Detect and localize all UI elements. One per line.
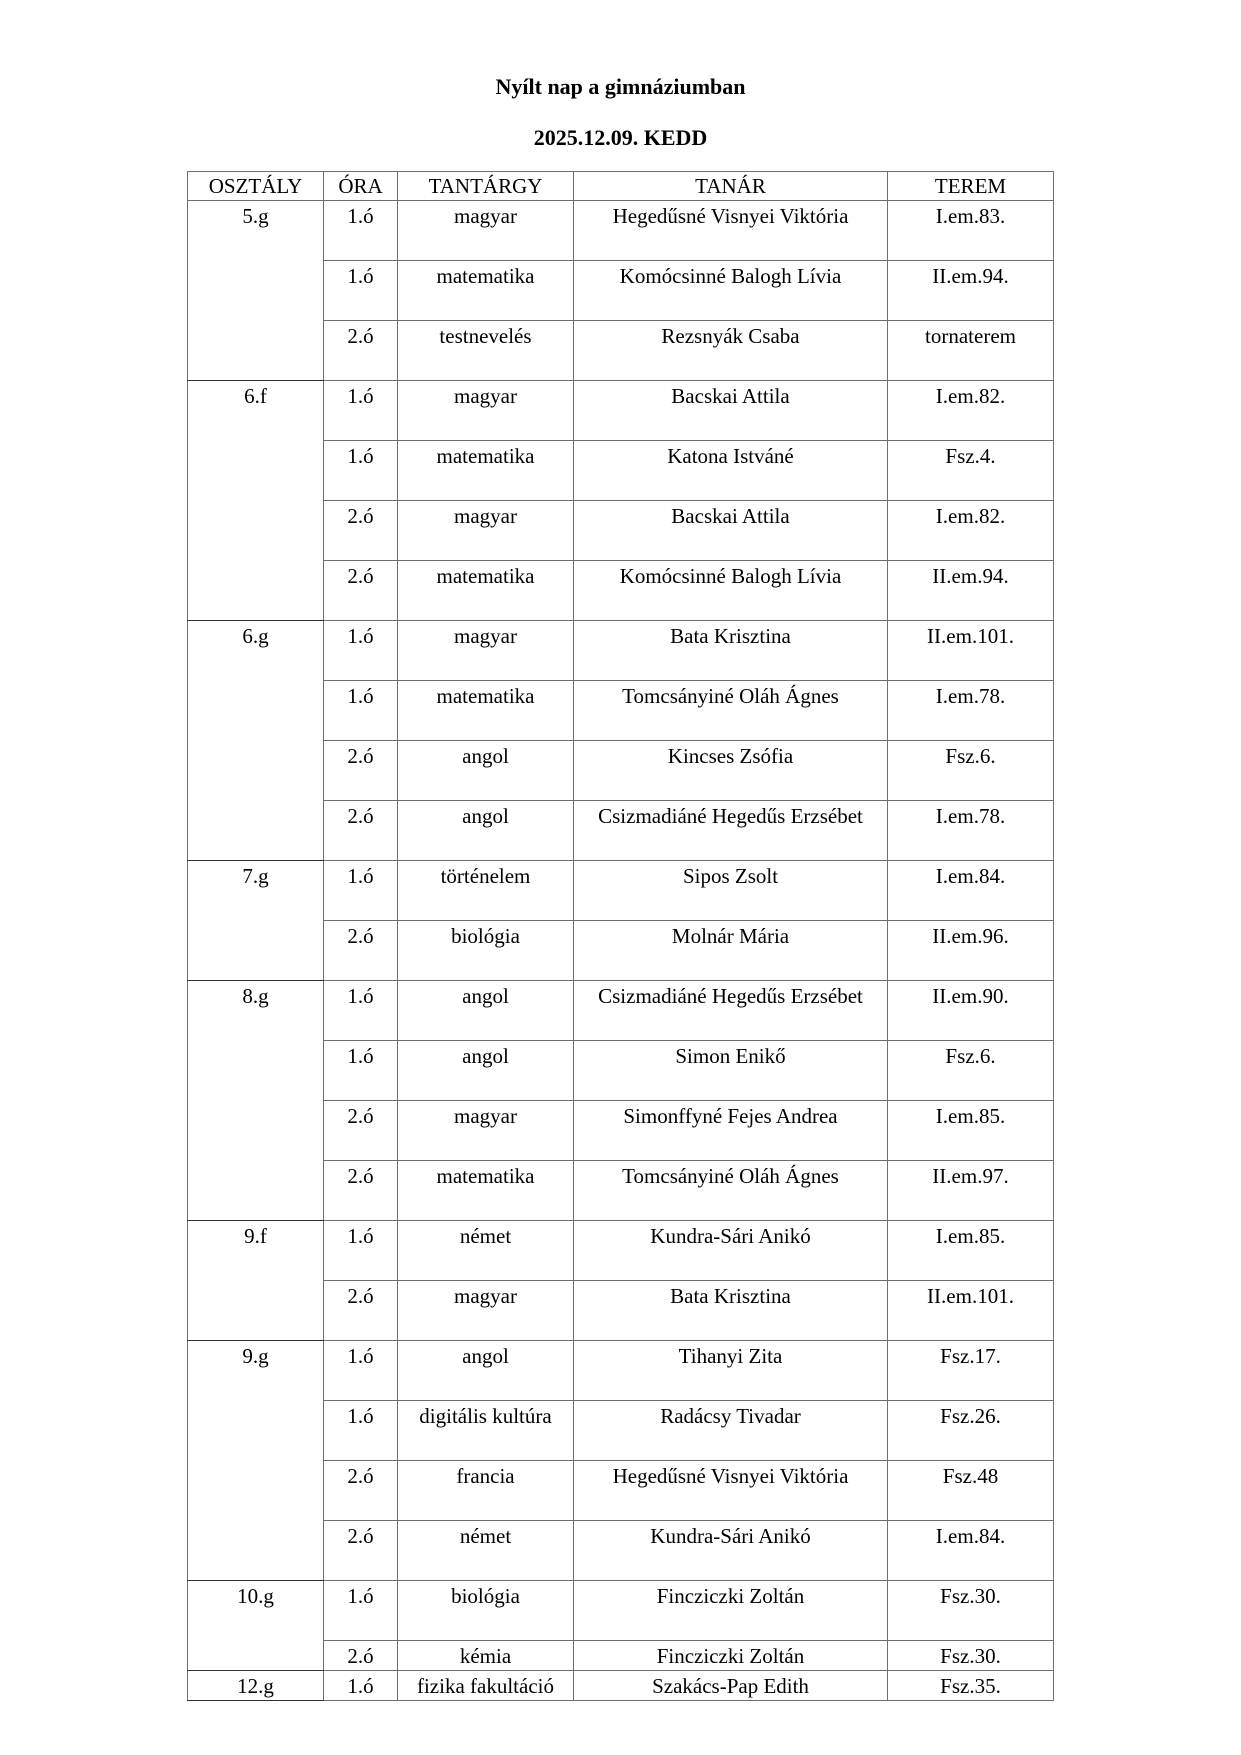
- teacher-cell: Tomcsányiné Oláh Ágnes: [574, 681, 888, 741]
- subject-cell: biológia: [398, 921, 574, 981]
- teacher-cell: Bacskai Attila: [574, 381, 888, 441]
- table-body: [188, 201, 1054, 1701]
- teacher-cell: Kundra-Sári Anikó: [574, 1521, 888, 1581]
- class-cell: 5.g: [188, 201, 324, 381]
- room-cell: I.em.78.: [888, 681, 1054, 741]
- room-cell: I.em.84.: [888, 1521, 1054, 1581]
- table-row: [188, 621, 1054, 681]
- room-cell: I.em.84.: [888, 861, 1054, 921]
- period-cell: 1.ó: [324, 381, 398, 441]
- period-cell: 1.ó: [324, 261, 398, 321]
- room-cell: I.em.85.: [888, 1101, 1054, 1161]
- period-cell: 1.ó: [324, 441, 398, 501]
- document-date: 2025.12.09. KEDD: [533, 125, 708, 150]
- table-row: [188, 1341, 1054, 1401]
- header-tantargy: TANTÁRGY: [398, 172, 574, 201]
- subject-cell: magyar: [398, 1281, 574, 1341]
- period-cell: 1.ó: [324, 681, 398, 741]
- period-cell: 2.ó: [324, 1641, 398, 1671]
- teacher-cell: Csizmadiáné Hegedűs Erzsébet: [574, 801, 888, 861]
- teacher-cell: Bata Krisztina: [574, 621, 888, 681]
- room-cell: II.em.101.: [888, 621, 1054, 681]
- class-cell: 8.g: [188, 981, 324, 1221]
- teacher-cell: Tomcsányiné Oláh Ágnes: [574, 1161, 888, 1221]
- table-row: [188, 381, 1054, 441]
- period-cell: 2.ó: [324, 1281, 398, 1341]
- table-header-row: [188, 172, 1054, 201]
- subject-cell: angol: [398, 801, 574, 861]
- period-cell: 1.ó: [324, 1671, 398, 1701]
- teacher-cell: Bata Krisztina: [574, 1281, 888, 1341]
- room-cell: Fsz.35.: [888, 1671, 1054, 1701]
- teacher-cell: Rezsnyák Csaba: [574, 321, 888, 381]
- room-cell: Fsz.6.: [888, 741, 1054, 801]
- teacher-cell: Komócsinné Balogh Lívia: [574, 261, 888, 321]
- period-cell: 2.ó: [324, 1461, 398, 1521]
- subject-cell: magyar: [398, 201, 574, 261]
- table-row: [188, 981, 1054, 1041]
- table-row: [188, 1221, 1054, 1281]
- header-terem: TEREM: [888, 172, 1054, 201]
- teacher-cell: Tihanyi Zita: [574, 1341, 888, 1401]
- subject-cell: matematika: [398, 561, 574, 621]
- room-cell: I.em.82.: [888, 501, 1054, 561]
- room-cell: II.em.101.: [888, 1281, 1054, 1341]
- subject-cell: angol: [398, 1341, 574, 1401]
- room-cell: Fsz.17.: [888, 1341, 1054, 1401]
- teacher-cell: Kincses Zsófia: [574, 741, 888, 801]
- class-cell: 6.f: [188, 381, 324, 621]
- subject-cell: kémia: [398, 1641, 574, 1671]
- period-cell: 1.ó: [324, 1581, 398, 1641]
- subject-cell: magyar: [398, 381, 574, 441]
- room-cell: Fsz.30.: [888, 1641, 1054, 1671]
- teacher-cell: Katona Istváné: [574, 441, 888, 501]
- period-cell: 1.ó: [324, 621, 398, 681]
- teacher-cell: Hegedűsné Visnyei Viktória: [574, 201, 888, 261]
- subject-cell: magyar: [398, 501, 574, 561]
- room-cell: I.em.83.: [888, 201, 1054, 261]
- period-cell: 2.ó: [324, 921, 398, 981]
- teacher-cell: Kundra-Sári Anikó: [574, 1221, 888, 1281]
- schedule-table: [187, 171, 1054, 1701]
- period-cell: 2.ó: [324, 741, 398, 801]
- subject-cell: angol: [398, 1041, 574, 1101]
- period-cell: 1.ó: [324, 1341, 398, 1401]
- period-cell: 1.ó: [324, 861, 398, 921]
- teacher-cell: Csizmadiáné Hegedűs Erzsébet: [574, 981, 888, 1041]
- teacher-cell: Bacskai Attila: [574, 501, 888, 561]
- period-cell: 2.ó: [324, 1101, 398, 1161]
- teacher-cell: Hegedűsné Visnyei Viktória: [574, 1461, 888, 1521]
- teacher-cell: Molnár Mária: [574, 921, 888, 981]
- period-cell: 2.ó: [324, 321, 398, 381]
- subject-cell: matematika: [398, 1161, 574, 1221]
- room-cell: I.em.82.: [888, 381, 1054, 441]
- table-row: [188, 861, 1054, 921]
- room-cell: I.em.78.: [888, 801, 1054, 861]
- teacher-cell: Radácsy Tivadar: [574, 1401, 888, 1461]
- header-tanar: TANÁR: [574, 172, 888, 201]
- room-cell: II.em.90.: [888, 981, 1054, 1041]
- class-cell: 9.f: [188, 1221, 324, 1341]
- period-cell: 2.ó: [324, 561, 398, 621]
- period-cell: 2.ó: [324, 501, 398, 561]
- subject-cell: matematika: [398, 261, 574, 321]
- period-cell: 1.ó: [324, 981, 398, 1041]
- subject-cell: matematika: [398, 441, 574, 501]
- room-cell: Fsz.30.: [888, 1581, 1054, 1641]
- room-cell: II.em.94.: [888, 261, 1054, 321]
- subject-cell: angol: [398, 981, 574, 1041]
- subject-cell: magyar: [398, 621, 574, 681]
- subject-cell: német: [398, 1521, 574, 1581]
- teacher-cell: Fincziczki Zoltán: [574, 1581, 888, 1641]
- room-cell: Fsz.6.: [888, 1041, 1054, 1101]
- header-ora: ÓRA: [324, 172, 398, 201]
- class-cell: 10.g: [188, 1581, 324, 1671]
- teacher-cell: Fincziczki Zoltán: [574, 1641, 888, 1671]
- room-cell: Fsz.4.: [888, 441, 1054, 501]
- teacher-cell: Simonffyné Fejes Andrea: [574, 1101, 888, 1161]
- subject-cell: francia: [398, 1461, 574, 1521]
- room-cell: Fsz.48: [888, 1461, 1054, 1521]
- room-cell: II.em.96.: [888, 921, 1054, 981]
- class-cell: 9.g: [188, 1341, 324, 1581]
- teacher-cell: Szakács-Pap Edith: [574, 1671, 888, 1701]
- subject-cell: angol: [398, 741, 574, 801]
- teacher-cell: Komócsinné Balogh Lívia: [574, 561, 888, 621]
- period-cell: 1.ó: [324, 201, 398, 261]
- subject-cell: fizika fakultáció: [398, 1671, 574, 1701]
- period-cell: 2.ó: [324, 801, 398, 861]
- room-cell: I.em.85.: [888, 1221, 1054, 1281]
- table-row: [188, 1581, 1054, 1641]
- period-cell: 1.ó: [324, 1401, 398, 1461]
- subject-cell: magyar: [398, 1101, 574, 1161]
- subject-cell: biológia: [398, 1581, 574, 1641]
- subject-cell: testnevelés: [398, 321, 574, 381]
- class-cell: 6.g: [188, 621, 324, 861]
- teacher-cell: Simon Enikő: [574, 1041, 888, 1101]
- header-osztaly: OSZTÁLY: [188, 172, 324, 201]
- room-cell: Fsz.26.: [888, 1401, 1054, 1461]
- document-title: Nyílt nap a gimnáziumban: [495, 74, 746, 99]
- table-row: [188, 1671, 1054, 1701]
- subject-cell: digitális kultúra: [398, 1401, 574, 1461]
- room-cell: II.em.94.: [888, 561, 1054, 621]
- period-cell: 1.ó: [324, 1041, 398, 1101]
- class-cell: 7.g: [188, 861, 324, 981]
- period-cell: 2.ó: [324, 1521, 398, 1581]
- period-cell: 2.ó: [324, 1161, 398, 1221]
- class-cell: 12.g: [188, 1671, 324, 1701]
- table-row: [188, 201, 1054, 261]
- room-cell: II.em.97.: [888, 1161, 1054, 1221]
- subject-cell: német: [398, 1221, 574, 1281]
- teacher-cell: Sipos Zsolt: [574, 861, 888, 921]
- period-cell: 1.ó: [324, 1221, 398, 1281]
- subject-cell: történelem: [398, 861, 574, 921]
- subject-cell: matematika: [398, 681, 574, 741]
- room-cell: tornaterem: [888, 321, 1054, 381]
